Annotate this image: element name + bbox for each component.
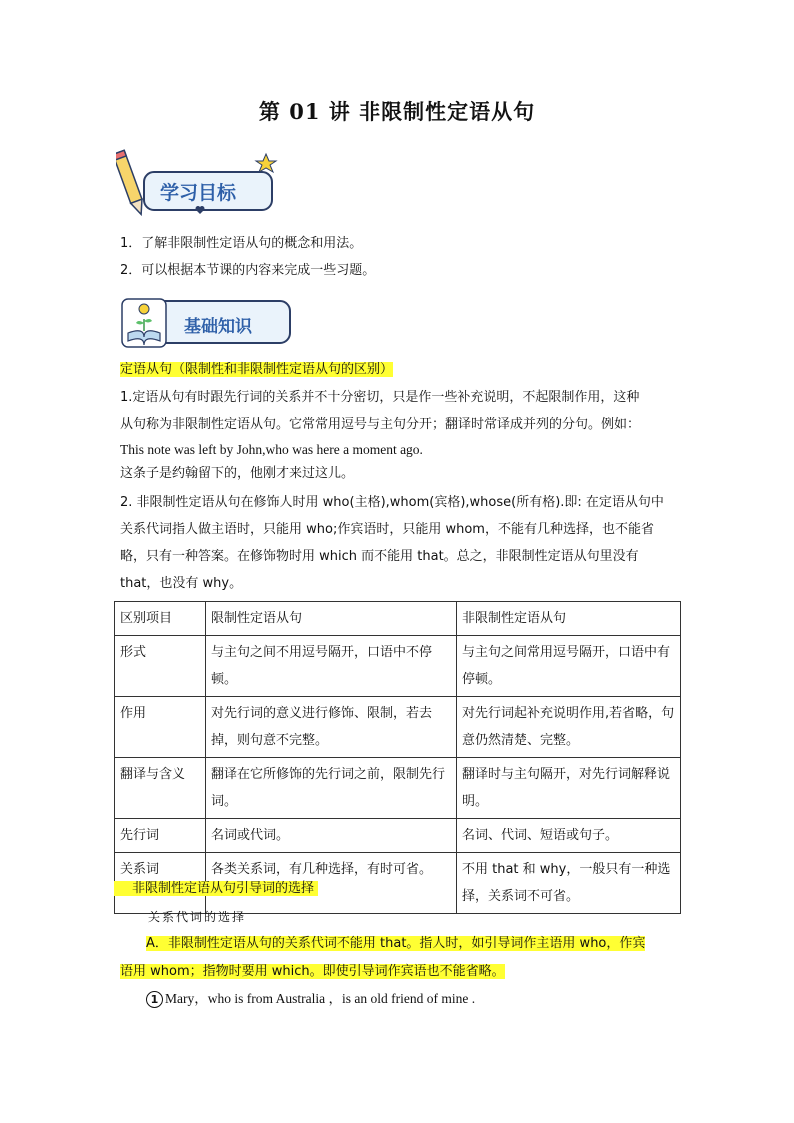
paragraph-2-line: 关系代词指人做主语时，只能用 who;作宾语时，只能用 whom，不能有几种选择，也不能省 — [120, 522, 654, 537]
rule-a — [120, 930, 680, 986]
table-row — [115, 697, 681, 758]
goal-item-1: 1．了解非限制性定语从句的概念和用法。 — [120, 236, 363, 251]
paragraph-2-line: that，也没有 why。 — [120, 576, 243, 591]
table-cell: 作用 — [115, 697, 206, 758]
example-sentence-english: This note was left by John,who was here a moment ago. — [120, 442, 423, 457]
table-header-cell: 限制性定语从句 — [206, 602, 457, 636]
section-heading: 定语从句（限制性和非限制性定语从句的区别） — [120, 362, 394, 377]
example-1 — [146, 990, 475, 1008]
table-header-cell: 区别项目 — [115, 602, 206, 636]
comparison-table — [114, 601, 681, 914]
table-row — [115, 758, 681, 819]
table-cell: 关系词 — [115, 853, 206, 914]
example-1-text: Mary，who is from Australia ，is an old friend of mine . — [165, 991, 476, 1006]
table-row — [115, 636, 681, 697]
table-cell: 先行词 — [115, 819, 206, 853]
table-row — [115, 819, 681, 853]
table-cell: 形式 — [115, 636, 206, 697]
learning-goals-badge — [116, 148, 286, 222]
table-cell: 对先行词的意义进行修饰、限制，若去掉，则句意不完整。 — [206, 697, 457, 758]
example-sentence-chinese: 这条子是约翰留下的，他刚才来过这儿。 — [120, 466, 355, 481]
subsection-heading: 非限制性定语从句引导词的选择 — [114, 880, 318, 898]
table-header-row — [115, 602, 681, 636]
table-cell: 对先行词起补充说明作用,若省略，句意仍然清楚、完整。 — [457, 697, 681, 758]
sub-label: 关系代词的选择 — [148, 910, 247, 924]
table-cell: 与主句之间不用逗号隔开，口语中不停顿。 — [206, 636, 457, 697]
example-number-badge: 1 — [146, 991, 163, 1008]
rule-a-line: 语用 whom；指物时要用 which。即使引导词作宾语也不能省略。 — [120, 964, 505, 979]
rule-a-line: A．非限制性定语从句的关系代词不能用 that。指人时，如引导词作主语用 who，作宾 — [146, 936, 646, 951]
paragraph-1 — [120, 384, 680, 486]
paragraph-1-line: 1.定语从句有时跟先行词的关系并不十分密切，只是作一些补充说明，不起限制作用，这种 — [120, 390, 640, 405]
paragraph-1-line: 从句称为非限制性定语从句。它常常用逗号与主句分开；翻译时常译成并列的分句。例如： — [120, 417, 641, 432]
table-cell: 翻译时与主句隔开，对先行词解释说明。 — [457, 758, 681, 819]
table-cell: 翻译在它所修饰的先行词之前，限制先行词。 — [206, 758, 457, 819]
table-cell: 各类关系词，有几种选择，有时可省。 — [206, 853, 457, 914]
table-cell: 翻译与含义 — [115, 758, 206, 819]
table-header-cell: 非限制性定语从句 — [457, 602, 681, 636]
goal-item-2: 2．可以根据本节课的内容来完成一些习题。 — [120, 263, 376, 278]
table-cell: 名词或代词。 — [206, 819, 457, 853]
paragraph-2-line: 略，只有一种答案。在修饰物时用 which 而不能用 that。总之，非限制性定语从句里没有 — [120, 549, 639, 564]
paragraph-2-line: 2. 非限制性定语从句在修饰人时用 who(主格),whom(宾格),whose(所有格).即: 在定语从句中 — [120, 495, 664, 510]
paragraph-2 — [120, 489, 680, 597]
table-cell: 名词、代词、短语或句子。 — [457, 819, 681, 853]
learning-goals-label: 学习目标 — [160, 182, 237, 204]
table-cell: 与主句之间常用逗号隔开，口语中有停顿。 — [457, 636, 681, 697]
basic-knowledge-badge — [118, 295, 298, 355]
table-cell: 不用 that 和 why，一般只有一种选择，关系词不可省。 — [457, 853, 681, 914]
page-title: 第 01 讲 非限制性定语从句 — [258, 99, 536, 124]
basic-knowledge-label: 基础知识 — [184, 317, 252, 337]
